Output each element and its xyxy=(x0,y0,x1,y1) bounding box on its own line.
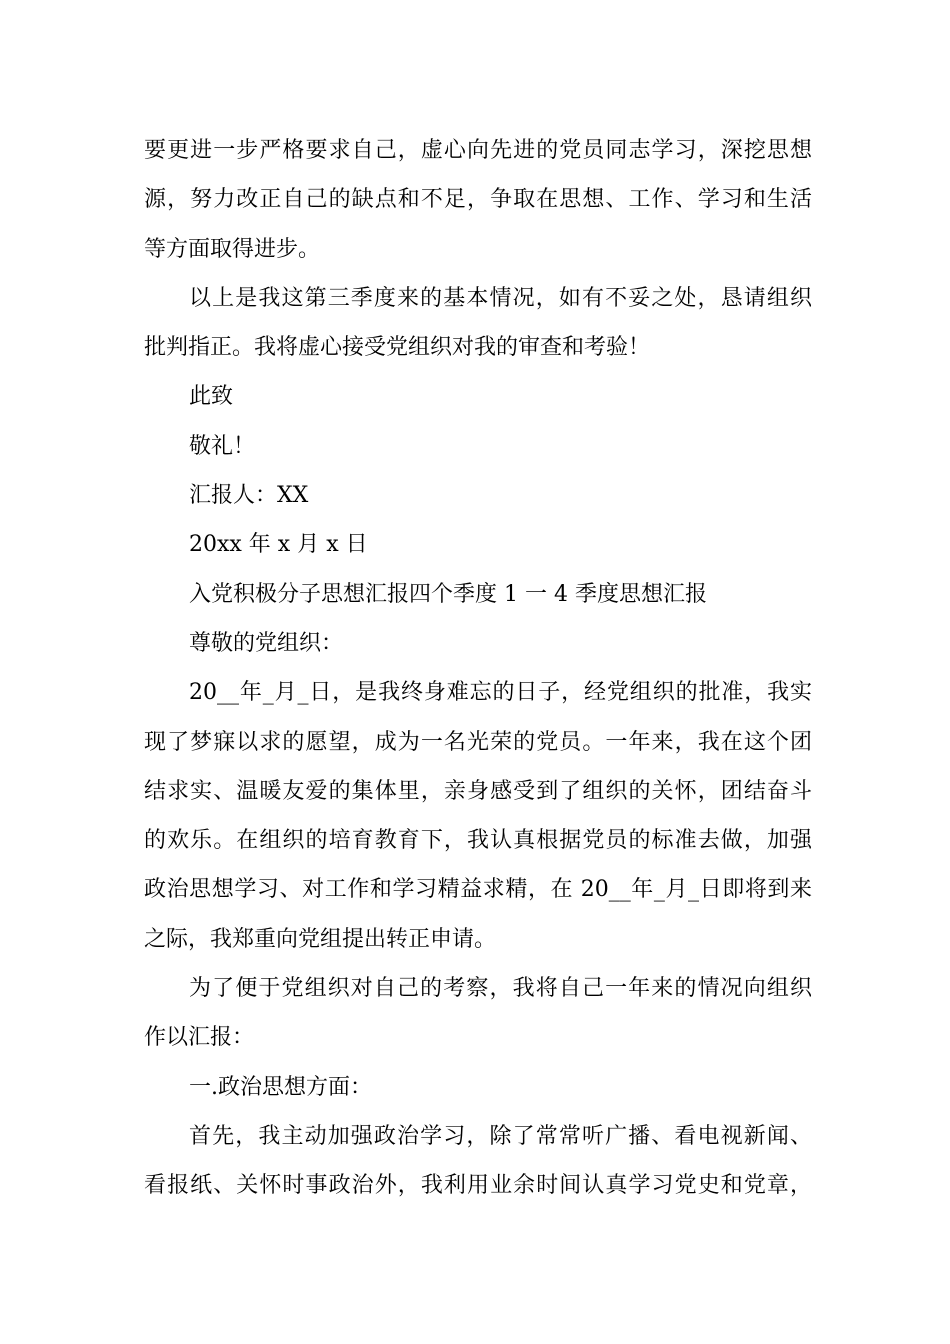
text-line: 为了便于党组织对自己的考察，我将自己一年来的情况向组织 xyxy=(189,976,812,1002)
text-line: 以上是我这第三季度来的基本情况，如有不妥之处，恳请组织 xyxy=(189,285,812,311)
text-line: 政治思想学习、对工作和学习精益求精，在 20__年_月_日即将到来 xyxy=(144,877,812,903)
text-line: 的欢乐。在组织的培育教育下，我认真根据党员的标准去做，加强 xyxy=(144,828,812,854)
text-line: 之际，我郑重向党组提出转正申请。 xyxy=(144,926,497,952)
text-line: 现了梦寐以求的愿望，成为一名光荣的党员。一年来，我在这个团 xyxy=(144,729,812,755)
text-line: 等方面取得进步。 xyxy=(144,236,321,262)
text-line: 一.政治思想方面： xyxy=(189,1074,372,1100)
text-line: 尊敬的党组织： xyxy=(189,630,344,656)
text-line: 作以汇报： xyxy=(144,1025,255,1051)
text-line: 20__年_月_日，是我终身难忘的日子，经党组织的批准，我实 xyxy=(189,680,812,706)
text-line: 结求实、温暖友爱的集体里，亲身感受到了组织的关怀，团结奋斗 xyxy=(144,778,812,804)
text-line: 入党积极分子思想汇报四个季度 1 一 4 季度思想汇报 xyxy=(189,581,707,607)
text-line: 要更进一步严格要求自己，虚心向先进的党员同志学习，深挖思想 xyxy=(144,138,812,163)
document-body xyxy=(144,126,812,1211)
text-line: 首先，我主动加强政治学习，除了常常听广播、看电视新闻、 xyxy=(189,1123,812,1149)
text-line: 此致 xyxy=(189,384,234,410)
text-line: 汇报人：XX xyxy=(189,483,309,509)
text-line: 敬礼！ xyxy=(189,433,256,459)
text-line: 源，努力改正自己的缺点和不足，争取在思想、工作、学习和生活 xyxy=(144,187,812,213)
text-line: 20xx 年 x 月 x 日 xyxy=(189,532,368,558)
text-line: 批判指正。我将虚心接受党组织对我的审查和考验！ xyxy=(144,335,651,361)
text-line: 看报纸、关怀时事政治外，我利用业余时间认真学习党史和党章， xyxy=(144,1173,812,1199)
